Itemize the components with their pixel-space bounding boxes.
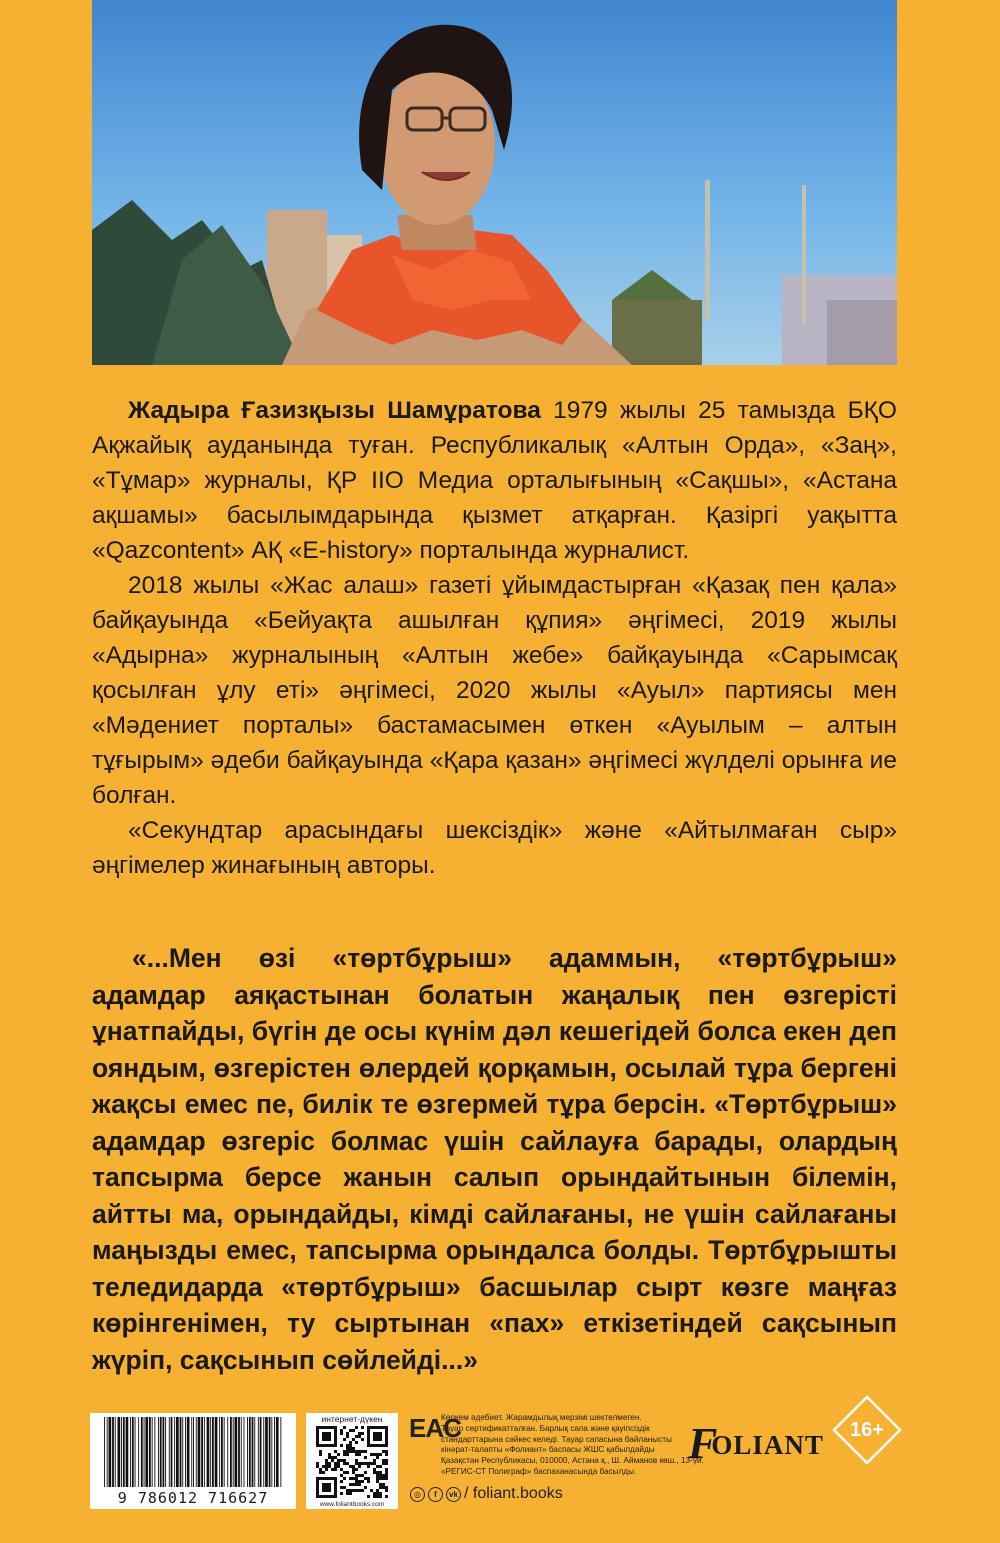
- bio-paragraph-2: 2018 жылы «Жас алаш» газеті ұйымдастырған «Қазақ пен қала» байқауында «Бейуақта ашылған құпия» әңгімесі, 2019 жылы «Адырна» журналының «Алтын жебе» байқауында «Сарымсақ қосылған ұлу еті» әңгімесі, 2020 жылы «Ауыл» партиясы мен «Мәдениет порталы» бастамасымен өткен «Ауылым – алтын тұғырым» әдеби байқауында «Қара қазан» әңгімесі жүлделі орынға ие болған.: [92, 572, 897, 809]
- qr-module: [349, 1489, 352, 1492]
- age-rating-text: 16+: [850, 1419, 884, 1441]
- qr-module: [346, 1444, 349, 1447]
- qr-module: [319, 1450, 322, 1453]
- qr-module: [343, 1471, 346, 1474]
- qr-code[interactable]: [316, 1426, 388, 1498]
- qr-module: [379, 1483, 382, 1486]
- barcode-bar: [141, 1417, 143, 1487]
- qr-module: [331, 1459, 334, 1462]
- author-bio: [92, 393, 897, 883]
- qr-module: [379, 1477, 382, 1480]
- qr-module: [337, 1462, 340, 1465]
- barcode-bar: [215, 1417, 218, 1487]
- qr-module: [319, 1471, 322, 1474]
- qr-module: [361, 1462, 364, 1465]
- qr-module: [331, 1456, 334, 1459]
- barcode-bar: [196, 1417, 197, 1487]
- barcode-bar: [152, 1417, 153, 1487]
- info-line: кінәрат-талапты «Фолиант» баспасы ЖШС қабылдайды: [441, 1445, 655, 1455]
- qr-module: [382, 1462, 385, 1465]
- barcode-bar: [149, 1417, 151, 1487]
- qr-module: [355, 1450, 358, 1453]
- barcode-bar: [109, 1417, 112, 1487]
- qr-module: [376, 1492, 379, 1495]
- qr-module: [376, 1474, 379, 1477]
- qr-module: [334, 1462, 337, 1465]
- qr-module: [358, 1483, 361, 1486]
- barcode-bar: [210, 1417, 211, 1487]
- info-line: Көркем әдебиет. Жарамдылық мерзімі шектелмеген.: [441, 1413, 642, 1422]
- vk-icon[interactable]: vk: [446, 1487, 461, 1502]
- info-line: Тауар сертификатталған. Барлық сапа және қауіпсіздік: [441, 1423, 650, 1433]
- info-line: стандарттарына сәйкес келеді. Тауар сапасына байланысты: [441, 1434, 672, 1444]
- qr-module: [367, 1462, 370, 1465]
- qr-module: [367, 1465, 370, 1468]
- barcode-bar: [252, 1417, 254, 1487]
- barcode-bar: [260, 1417, 262, 1487]
- qr-module: [373, 1495, 376, 1498]
- qr-module: [364, 1477, 367, 1480]
- qr-module: [340, 1459, 343, 1462]
- barcode-bar: [227, 1417, 228, 1487]
- barcode-bar: [180, 1417, 182, 1487]
- qr-module: [376, 1480, 379, 1483]
- barcode-bar: [169, 1417, 170, 1487]
- bio-paragraph-1-text: 1979 жылы 25 тамызда БҚО Ақжайық ауданында туған. Республикалық «Алтын Орда», «Заң», «Тұмар» журналы, ҚР ІІО Медиа орталығының «Сақшы», «Астана ақшамы» басылымдарында қызмет атқарған. Қазіргі уақытта «Qazcontent» АҚ «E-history» порталында журналист.: [92, 397, 897, 564]
- qr-module: [352, 1489, 355, 1492]
- qr-module: [343, 1459, 346, 1462]
- qr-module: [355, 1462, 358, 1465]
- barcode-bar: [107, 1417, 108, 1487]
- qr-module: [325, 1465, 328, 1468]
- barcode-bar: [112, 1417, 114, 1487]
- qr-module: [358, 1435, 361, 1438]
- qr-module: [340, 1444, 343, 1447]
- qr-module: [361, 1474, 364, 1477]
- bio-paragraph-1: [92, 393, 897, 568]
- qr-module: [340, 1486, 343, 1489]
- qr-module: [346, 1453, 349, 1456]
- qr-module: [373, 1471, 376, 1474]
- barcode-bar: [132, 1417, 134, 1487]
- qr-module: [376, 1489, 379, 1492]
- barcode-bar: [233, 1417, 234, 1487]
- qr-module: [358, 1474, 361, 1477]
- qr-module: [373, 1459, 376, 1462]
- facebook-icon[interactable]: f: [428, 1487, 443, 1502]
- qr-module: [358, 1450, 361, 1453]
- qr-module: [361, 1426, 364, 1429]
- qr-module: [343, 1438, 346, 1441]
- qr-module: [370, 1462, 373, 1465]
- qr-module: [370, 1489, 373, 1492]
- qr-module: [361, 1480, 364, 1483]
- barcode-bar: [263, 1417, 264, 1487]
- barcode-bar: [163, 1417, 165, 1487]
- qr-finder-module: [322, 1432, 331, 1441]
- book-excerpt-quote: «...Мен өзі «төртбұрыш» адаммын, «төртбұрыш» адамдар аяқастынан болатын жаңалық пен өзгерісті ұнатпайды, бүгін де осы күнім дәл кешегідей болса екен деп ояндым, өзгерістен өлердей қорқамын, осылай тұра бергені жақсы емес пе, билік те өзгермей тұра берсін. «Төртбұрыш» адамдар өзгеріс болмас үшін сайлауға барады, олардың тапсырма берсе жанын салып орындайтынын білемін, айтты ма, орындайды, кімді сайлағаны, не үшін сайлағаны маңызды емес, тапсырма орындалса болды. Төртбұрышты теледидарда «төртбұрыш» басшылар сырт көзге маңғаз көрінгенімен, ту сыртынан «пах» еткізетіндей сақсынып жүріп, сақсынып сөйлейді...»: [92, 943, 897, 1375]
- qr-module: [352, 1468, 355, 1471]
- barcode-bar: [115, 1417, 116, 1487]
- qr-module: [361, 1432, 364, 1435]
- qr-module: [358, 1432, 361, 1435]
- qr-module: [382, 1477, 385, 1480]
- qr-module: [355, 1459, 358, 1462]
- barcode-digits: 9 786012 716627: [90, 1489, 296, 1507]
- publisher-logo: FOLIANT: [688, 1419, 824, 1468]
- eac-mark: EAC: [409, 1413, 461, 1443]
- qr-module: [328, 1465, 331, 1468]
- qr-module: [361, 1489, 364, 1492]
- qr-module: [379, 1453, 382, 1456]
- qr-module: [385, 1477, 388, 1480]
- qr-module: [340, 1474, 343, 1477]
- barcode-bar: [271, 1417, 272, 1487]
- barcode-bar: [219, 1417, 220, 1487]
- qr-module: [343, 1486, 346, 1489]
- barcode-bar: [244, 1417, 245, 1487]
- qr-module: [328, 1456, 331, 1459]
- qr-module: [355, 1468, 358, 1471]
- barcode-bar: [160, 1417, 162, 1487]
- barcode-bar: [254, 1417, 255, 1487]
- qr-module: [376, 1495, 379, 1498]
- qr-module: [367, 1495, 370, 1498]
- qr-module: [349, 1444, 352, 1447]
- qr-module: [325, 1468, 328, 1471]
- qr-module: [355, 1441, 358, 1444]
- qr-module: [349, 1450, 352, 1453]
- qr-module: [364, 1456, 367, 1459]
- qr-module: [343, 1462, 346, 1465]
- qr-module: [373, 1462, 376, 1465]
- qr-module: [379, 1492, 382, 1495]
- qr-module: [373, 1492, 376, 1495]
- qr-module: [355, 1435, 358, 1438]
- barcode-bars: [90, 1413, 296, 1491]
- qr-module: [358, 1465, 361, 1468]
- qr-module: [349, 1447, 352, 1450]
- qr-module: [343, 1450, 346, 1453]
- qr-module: [334, 1450, 337, 1453]
- qr-module: [382, 1474, 385, 1477]
- author-photo: [92, 0, 897, 365]
- qr-module: [340, 1468, 343, 1471]
- barcode-bar: [280, 1417, 281, 1487]
- qr-module: [316, 1462, 319, 1465]
- qr-finder-module: [373, 1432, 382, 1441]
- qr-module: [376, 1477, 379, 1480]
- instagram-icon[interactable]: ◎: [410, 1487, 425, 1502]
- qr-module: [340, 1429, 343, 1432]
- barcode-bar: [130, 1417, 131, 1487]
- barcode-bar: [176, 1417, 179, 1487]
- qr-module: [385, 1474, 388, 1477]
- qr-code-block: [306, 1413, 398, 1509]
- qr-module: [343, 1477, 346, 1480]
- barcode-bar: [154, 1417, 155, 1487]
- qr-module: [328, 1462, 331, 1465]
- qr-module: [343, 1453, 346, 1456]
- qr-module: [340, 1432, 343, 1435]
- qr-module: [337, 1453, 340, 1456]
- qr-module: [346, 1489, 349, 1492]
- barcode-bar: [230, 1417, 232, 1487]
- barcode-bar: [249, 1417, 251, 1487]
- barcode-bar: [269, 1417, 271, 1487]
- qr-module: [328, 1453, 331, 1456]
- barcode-bar: [104, 1417, 105, 1487]
- qr-module: [376, 1453, 379, 1456]
- qr-module: [337, 1459, 340, 1462]
- barcode-bar: [118, 1417, 121, 1487]
- qr-module: [352, 1483, 355, 1486]
- qr-module: [334, 1456, 337, 1459]
- qr-module: [349, 1429, 352, 1432]
- qr-module: [361, 1450, 364, 1453]
- qr-module: [379, 1465, 382, 1468]
- barcode-bar: [201, 1417, 203, 1487]
- barcode-bar: [135, 1417, 136, 1487]
- barcode-bar: [274, 1417, 275, 1487]
- qr-module: [325, 1459, 328, 1462]
- qr-module: [385, 1489, 388, 1492]
- qr-module: [352, 1465, 355, 1468]
- qr-module: [340, 1492, 343, 1495]
- qr-module: [349, 1477, 352, 1480]
- qr-module: [385, 1459, 388, 1462]
- qr-module: [322, 1465, 325, 1468]
- qr-module: [346, 1450, 349, 1453]
- qr-module: [349, 1441, 352, 1444]
- social-links: [410, 1485, 563, 1503]
- barcode-bar: [158, 1417, 159, 1487]
- barcode-bar: [144, 1417, 145, 1487]
- qr-module: [331, 1468, 334, 1471]
- qr-module: [376, 1465, 379, 1468]
- qr-module: [385, 1486, 388, 1489]
- barcode-bar: [182, 1417, 183, 1487]
- qr-module: [385, 1450, 388, 1453]
- barcode-bar: [145, 1417, 148, 1487]
- barcode-bar: [247, 1417, 248, 1487]
- barcode-bar: [121, 1417, 122, 1487]
- qr-module: [355, 1426, 358, 1429]
- qr-module: [358, 1480, 361, 1483]
- qr-module: [373, 1453, 376, 1456]
- qr-module: [352, 1438, 355, 1441]
- age-rating-badge: [832, 1395, 902, 1465]
- publication-info: [441, 1413, 704, 1478]
- qr-module: [379, 1471, 382, 1474]
- qr-module: [346, 1492, 349, 1495]
- qr-module: [364, 1471, 367, 1474]
- qr-module: [352, 1477, 355, 1480]
- barcode-bar: [204, 1417, 205, 1487]
- qr-module: [379, 1495, 382, 1498]
- qr-module: [355, 1477, 358, 1480]
- barcode-bar: [238, 1417, 240, 1487]
- qr-module: [319, 1453, 322, 1456]
- qr-module: [337, 1465, 340, 1468]
- qr-module: [361, 1438, 364, 1441]
- barcode-bar: [174, 1417, 175, 1487]
- qr-module: [334, 1465, 337, 1468]
- qr-module: [373, 1468, 376, 1471]
- qr-module: [349, 1492, 352, 1495]
- barcode-bar: [123, 1417, 125, 1487]
- qr-module: [385, 1495, 388, 1498]
- qr-module: [340, 1480, 343, 1483]
- qr-module: [352, 1450, 355, 1453]
- barcode-bar: [138, 1417, 139, 1487]
- barcode-bar: [212, 1417, 214, 1487]
- qr-module: [346, 1471, 349, 1474]
- barcode-bar: [224, 1417, 225, 1487]
- qr-module: [352, 1447, 355, 1450]
- qr-module: [364, 1450, 367, 1453]
- barcode-bar: [258, 1417, 259, 1487]
- barcode-bar: [187, 1417, 190, 1487]
- qr-module: [319, 1468, 322, 1471]
- qr-module: [316, 1465, 319, 1468]
- qr-module: [355, 1480, 358, 1483]
- qr-module: [349, 1465, 352, 1468]
- social-handle[interactable]: / foliant.books: [464, 1485, 563, 1502]
- qr-module: [364, 1486, 367, 1489]
- barcode-bar: [276, 1417, 279, 1487]
- qr-module: [346, 1462, 349, 1465]
- qr-module: [343, 1426, 346, 1429]
- qr-module: [355, 1483, 358, 1486]
- author-portrait: [92, 0, 897, 365]
- barcode-bar: [185, 1417, 186, 1487]
- qr-module: [385, 1462, 388, 1465]
- barcode-bar: [171, 1417, 173, 1487]
- qr-module: [349, 1483, 352, 1486]
- qr-module: [355, 1453, 358, 1456]
- barcode-bar: [193, 1417, 194, 1487]
- bio-paragraph-3: «Секундтар арасындағы шексіздік» және «Айтылмаған сыр» әңгімелер жинағының авторы.: [92, 817, 897, 879]
- qr-module: [370, 1453, 373, 1456]
- barcode-bar: [241, 1417, 242, 1487]
- qr-module: [385, 1453, 388, 1456]
- qr-module: [355, 1474, 358, 1477]
- qr-module: [367, 1480, 370, 1483]
- qr-module: [346, 1447, 349, 1450]
- qr-module: [334, 1468, 337, 1471]
- qr-module: [325, 1462, 328, 1465]
- barcode-bar: [165, 1417, 166, 1487]
- qr-module: [382, 1483, 385, 1486]
- barcode-bar: [265, 1417, 268, 1487]
- qr-module: [382, 1459, 385, 1462]
- barcode-bar: [198, 1417, 201, 1487]
- qr-module: [367, 1477, 370, 1480]
- qr-module: [364, 1462, 367, 1465]
- barcode-bar: [126, 1417, 129, 1487]
- info-line: «РЕГИС-СТ Полиграф» баспаханасында басылды.: [441, 1466, 637, 1476]
- barcode-bar: [207, 1417, 210, 1487]
- qr-top-label: интернет-дүкен: [321, 1414, 383, 1424]
- qr-module: [322, 1471, 325, 1474]
- qr-module: [358, 1489, 361, 1492]
- qr-module: [379, 1486, 382, 1489]
- barcode-bar: [221, 1417, 223, 1487]
- qr-module: [346, 1432, 349, 1435]
- qr-module: [376, 1456, 379, 1459]
- barcode-bar: [235, 1417, 238, 1487]
- qr-bottom-label: www.foliantbooks.com: [319, 1501, 385, 1508]
- qr-module: [346, 1435, 349, 1438]
- qr-module: [352, 1471, 355, 1474]
- qr-module: [358, 1462, 361, 1465]
- qr-module: [382, 1450, 385, 1453]
- qr-module: [379, 1474, 382, 1477]
- isbn-barcode: [90, 1413, 296, 1509]
- qr-finder-module: [322, 1483, 331, 1492]
- qr-module: [385, 1468, 388, 1471]
- qr-module: [352, 1429, 355, 1432]
- qr-module: [376, 1471, 379, 1474]
- info-line: Қазақстан Республикасы, 010000, Астана қ., Ш. Айманов көш., 13-үй.: [441, 1456, 704, 1466]
- qr-module: [382, 1486, 385, 1489]
- qr-module: [385, 1471, 388, 1474]
- qr-module: [355, 1489, 358, 1492]
- author-name: Жадыра Ғазизқызы Шамұратова: [128, 397, 541, 424]
- qr-module: [358, 1453, 361, 1456]
- barcode-bar: [191, 1417, 192, 1487]
